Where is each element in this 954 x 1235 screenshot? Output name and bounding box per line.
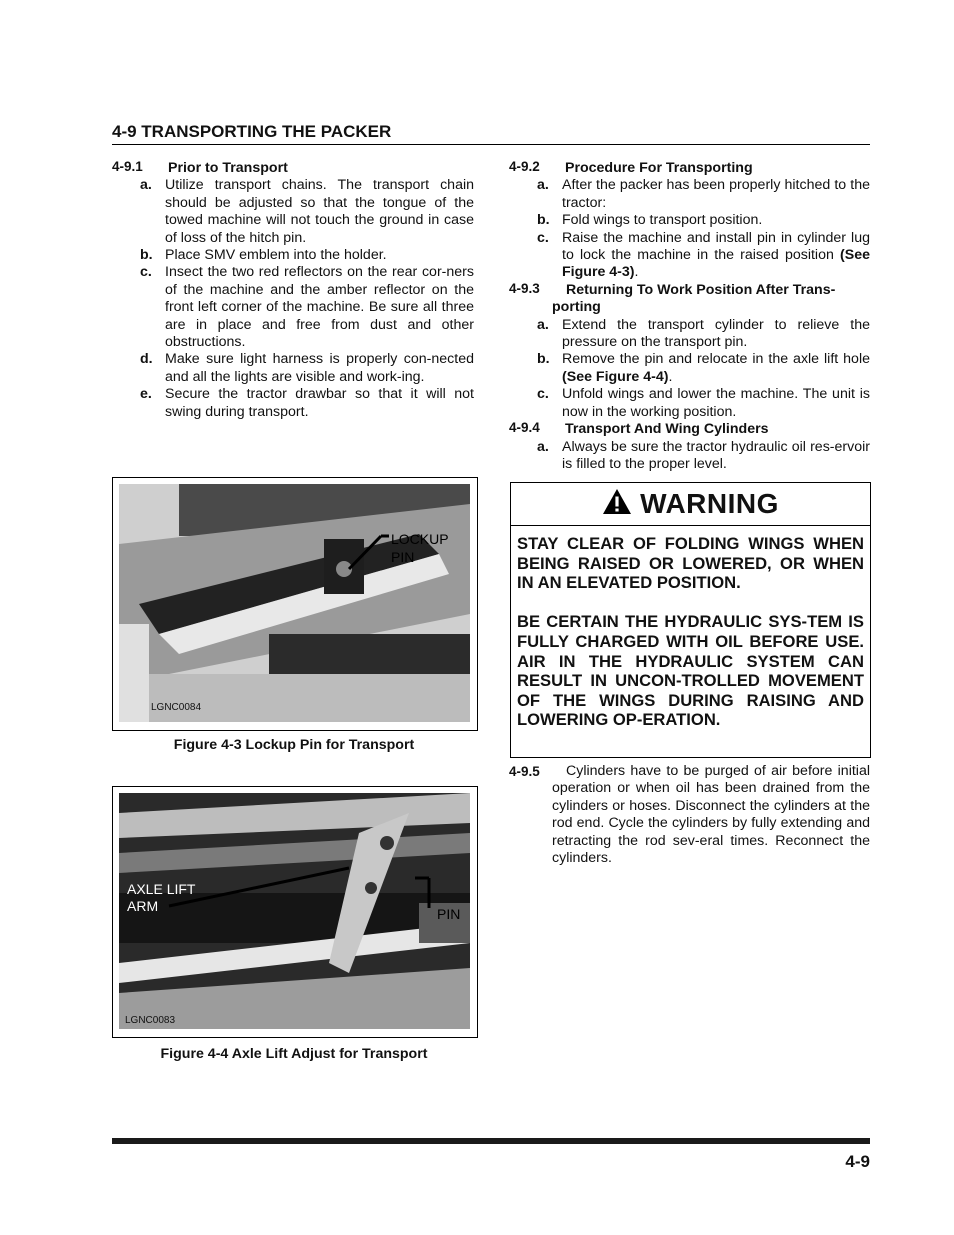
- subsection-4-9-4: [509, 421, 870, 438]
- item-letter: a.: [140, 177, 152, 194]
- subsection-number: 4-9.3: [509, 280, 540, 296]
- item-text: Remove the pin and relocate in the axle lift hole: [562, 351, 870, 368]
- subsection-number: 4-9.4: [509, 420, 540, 436]
- item-letter: b.: [140, 247, 153, 264]
- item-text: After the packer has been properly hitched to the tractor:: [562, 177, 870, 211]
- list-item: [140, 386, 474, 421]
- figure-4-4-caption: Figure 4-4 Axle Lift Adjust for Transport: [160, 1046, 428, 1062]
- subsection-title: Returning To Work Position After Trans-porting: [552, 281, 836, 316]
- list-item: [537, 317, 870, 352]
- figure-reference: (See Figure 4-3): [562, 247, 870, 281]
- item-letter: b.: [537, 212, 550, 229]
- warning-paragraph-2: BE CERTAIN THE HYDRAULIC SYS-TEM IS FULLY CHARGED WITH OIL BEFORE USE. AIR IN THE HYDRAULIC SYSTEM CAN RESULT IN UNCON-TROLLED MOVEMENT OF THE WINGS DURING RAISING AND LOWERING OP-ERATION.: [517, 612, 864, 730]
- item-text-container: [562, 351, 870, 386]
- item-letter: c.: [537, 229, 549, 246]
- right-column: [509, 160, 870, 473]
- warning-triangle-icon: [602, 488, 632, 520]
- list-item: [537, 177, 870, 212]
- item-text: Utilize transport chains. The transport chain should be adjusted so that the tongue of the towed machine will not touch the ground in case of loss of the hitch pin.: [165, 177, 474, 246]
- subsection-number: 4-9.5: [509, 764, 540, 779]
- warning-paragraph-1: STAY CLEAR OF FOLDING WINGS WHEN BEING RAISED OR LOWERED, OR WHEN IN AN ELEVATED POSITION.: [517, 534, 864, 593]
- list-item: [140, 247, 474, 264]
- subsection-title: Procedure For Transporting: [565, 160, 753, 176]
- item-letter: c.: [140, 264, 152, 281]
- item-letter: a.: [537, 177, 549, 194]
- subsection-title: Transport And Wing Cylinders: [565, 421, 769, 438]
- subsection-number: 4-9.2: [509, 159, 540, 174]
- figure-4-4-photo: [119, 793, 470, 1029]
- list-item: [537, 212, 870, 229]
- item-text: Raise the machine and install pin in cylinder lug to lock the machine in the raised position: [562, 229, 870, 264]
- item-text: Place SMV emblem into the holder.: [165, 247, 387, 264]
- pin-label: PIN: [437, 906, 461, 922]
- list-item: [140, 177, 474, 247]
- item-letter: a.: [537, 438, 549, 455]
- subsection-4-9-3: [509, 282, 870, 317]
- figure-4-4-frame: [112, 786, 478, 1038]
- item-letter: d.: [140, 351, 153, 368]
- figure-4-3-photo: [119, 484, 470, 722]
- list-item: [537, 386, 870, 421]
- lockup-label-line2: PIN: [391, 549, 415, 565]
- warning-body: [511, 526, 870, 730]
- figure-4-3-frame: [112, 477, 478, 731]
- warning-header: [511, 483, 870, 526]
- item-letter: a.: [537, 316, 549, 333]
- list-item: [140, 351, 474, 386]
- list-item: [537, 230, 870, 282]
- left-column: [112, 160, 474, 421]
- item-text: Insect the two red reflectors on the rear cor-ners of the machine and the amber reflector on the front left corner of the machine. Be sure all three are in place and free from dust and other obstructions.: [165, 264, 474, 351]
- item-letter: e.: [140, 386, 152, 403]
- item-text-end: .: [668, 368, 673, 385]
- figure-reference: (See Figure 4-4): [562, 368, 669, 385]
- figure-4-4-code: LGNC0083: [125, 1015, 176, 1026]
- item-text: Unfold wings and lower the machine. The unit is now in the working position.: [562, 386, 870, 420]
- item-text: Extend the transport cylinder to relieve the pressure on the transport pin.: [562, 316, 870, 351]
- list-item: [140, 264, 474, 351]
- item-letter: b.: [537, 351, 550, 368]
- item-text: Fold wings to transport position.: [562, 212, 763, 229]
- subsection-4-9-5: [509, 763, 870, 867]
- lockup-label-line1: LOCKUP: [391, 531, 449, 547]
- item-letter: c.: [537, 386, 549, 403]
- list-item: [537, 439, 870, 474]
- warning-title: WARNING: [640, 488, 779, 519]
- item-text: Always be sure the tractor hydraulic oil res-ervoir is filled to the proper level.: [562, 438, 870, 472]
- subsection-4-9-1: [112, 160, 474, 177]
- item-text: Secure the tractor drawbar so that it will not swing during transport.: [165, 386, 474, 420]
- section-title: 4-9 TRANSPORTING THE PACKER: [112, 122, 870, 145]
- footer-rule: [112, 1138, 870, 1144]
- page-number: 4-9: [845, 1152, 870, 1171]
- figure-4-3-code: LGNC0084: [151, 702, 202, 713]
- axle-arm-label-line1: AXLE LIFT: [127, 881, 196, 897]
- list-item: [537, 351, 870, 386]
- warning-box: [510, 482, 871, 758]
- item-text-end: .: [634, 264, 639, 281]
- item-text: Make sure light harness is properly con-nected and all the lights are visible and work-ing.: [165, 351, 474, 385]
- figure-4-3-caption: Figure 4-3 Lockup Pin for Transport: [173, 737, 415, 753]
- item-text-container: [562, 230, 870, 282]
- axle-arm-label-line2: ARM: [127, 898, 159, 914]
- subsection-4-9-2: [509, 160, 870, 177]
- subsection-number: 4-9.1: [112, 159, 143, 174]
- subsection-title: Prior to Transport: [168, 160, 288, 176]
- subsection-text: Cylinders have to be purged of air before initial operation or when oil has been drained from the cylinders or hoses. Disconnect the cylinders at the rod end. Cycle the cylinders by fully extending and retracting the rod sev-eral times. Reconnect the cylinders.: [552, 763, 870, 867]
